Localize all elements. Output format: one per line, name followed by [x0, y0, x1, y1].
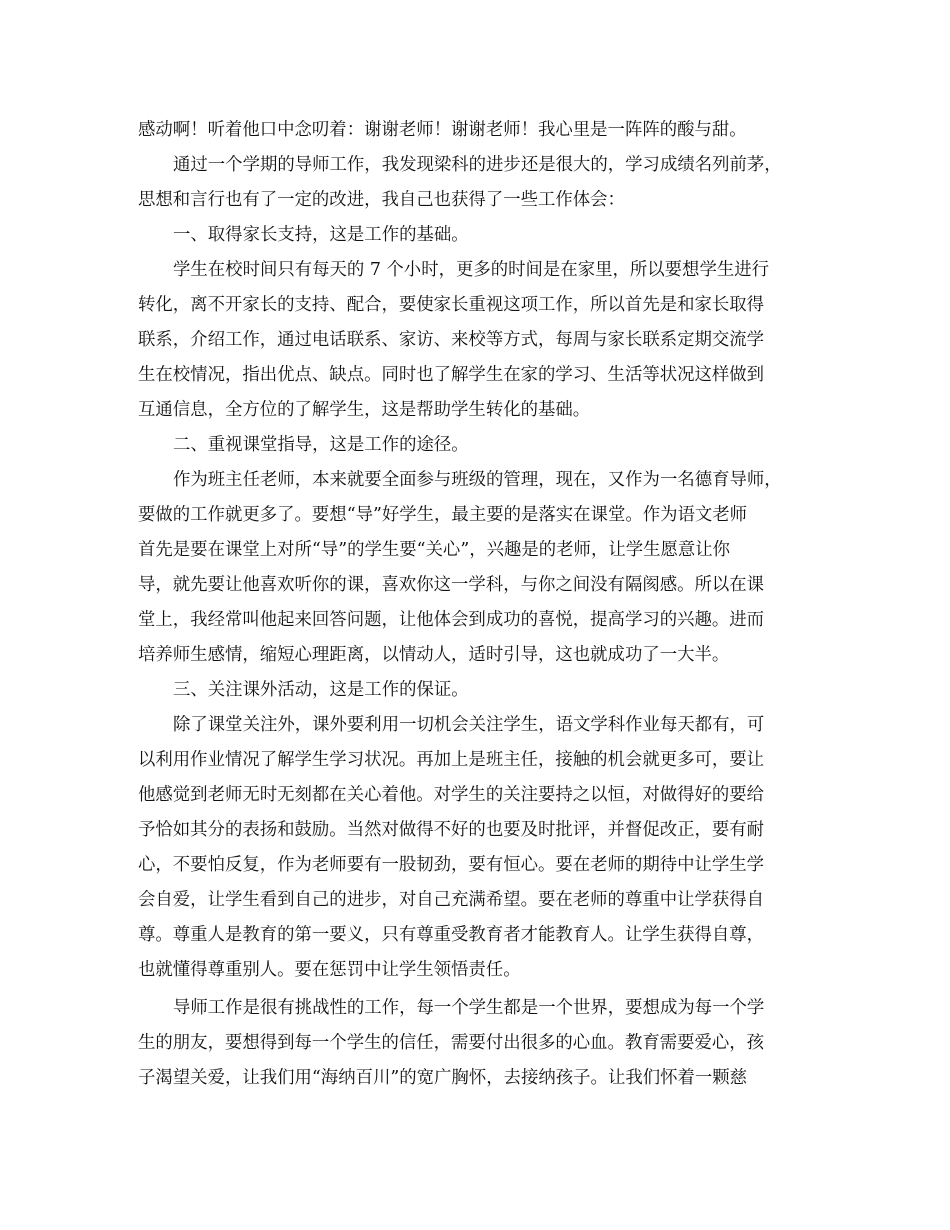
- text-line: 互通信息，全方位的了解学生，这是帮助学生转化的基础。: [138, 400, 591, 420]
- text-line: 尊。尊重人是教育的第一要义，只有尊重受教育者才能教育人。让学生获得自尊，: [138, 925, 765, 945]
- text-line: 培养师生感情，缩短心理距离，以情动人，适时引导，这也就成功了一大半。: [138, 645, 730, 665]
- text-line: 生在校情况，指出优点、缺点。同时也了解学生在家的学习、生活等状况这样做到: [138, 365, 765, 385]
- text-line: 堂上，我经常叫他起来回答问题，让他体会到成功的喜悦，提高学习的兴趣。进而: [138, 610, 765, 630]
- section-heading: 二、重视课堂指导，这是工作的途径。: [173, 435, 469, 455]
- text-line: 感动啊！听着他口中念叨着：谢谢老师！谢谢老师！我心里是一阵阵的酸与甜。: [138, 120, 747, 140]
- text-line: 要做的工作就更多了。要想“导”好学生，最主要的是落实在课堂。作为语文老师: [138, 505, 748, 525]
- text-line: 予恰如其分的表扬和鼓励。当然对做得不好的也要及时批评，并督促改正，要有耐: [138, 820, 765, 840]
- text-line: 作为班主任老师，本来就要全面参与班级的管理，现在，又作为一名德育导师，: [173, 470, 782, 490]
- text-line: 思想和言行也有了一定的改进，我自己也获得了一些工作体会：: [138, 190, 625, 210]
- text-line: 除了课堂关注外，课外要利用一切机会关注学生，语文学科作业每天都有，可: [173, 715, 765, 735]
- text-line: 导师工作是很有挑战性的工作，每一个学生都是一个世界，要想成为每一个学: [173, 998, 765, 1018]
- text-line: 联系，介绍工作，通过电话联系、家访、来校等方式，每周与家长联系定期交流学: [138, 330, 765, 350]
- text-line: 生的朋友，要想得到每一个学生的信任，需要付出很多的心血。教育需要爱心，孩: [138, 1033, 765, 1053]
- text-line: 会自爱，让学生看到自己的进步，对自己充满希望。要在老师的尊重中让学获得自: [138, 890, 765, 910]
- text-line: 导，就先要让他喜欢听你的课，喜欢你这一学科，与你之间没有隔阂感。所以在课: [138, 575, 765, 595]
- text-line: 首先是要在课堂上对所“导”的学生要“关心”，兴趣是的老师，让学生愿意让你: [138, 540, 731, 560]
- text-line: 以利用作业情况了解学生学习状况。再加上是班主任，接触的机会就更多可，要让: [138, 750, 765, 770]
- text-line: 通过一个学期的导师工作，我发现梁科的进步还是很大的，学习成绩名列前茅，: [173, 155, 782, 175]
- section-heading: 一、取得家长支持，这是工作的基础。: [173, 225, 469, 245]
- text-line: 子渴望关爱，让我们用“海纳百川”的宽广胸怀，去接纳孩子。让我们怀着一颗慈: [138, 1068, 748, 1088]
- text-line: 也就懂得尊重别人。要在惩罚中让学生领悟责任。: [138, 960, 521, 980]
- text-line: 学生在校时间只有每天的 7 个小时，更多的时间是在家里，所以要想学生进行: [173, 260, 770, 280]
- text-line: 心，不要怕反复，作为老师要有一股韧劲，要有恒心。要在老师的期待中让学生学: [138, 855, 765, 875]
- text-line: 他感觉到老师无时无刻都在关心着他。对学生的关注要持之以恒，对做得好的要给: [138, 785, 765, 805]
- text-line: 转化，离不开家长的支持、配合，要使家长重视这项工作，所以首先是和家长取得: [138, 295, 765, 315]
- section-heading: 三、关注课外活动，这是工作的保证。: [173, 680, 469, 700]
